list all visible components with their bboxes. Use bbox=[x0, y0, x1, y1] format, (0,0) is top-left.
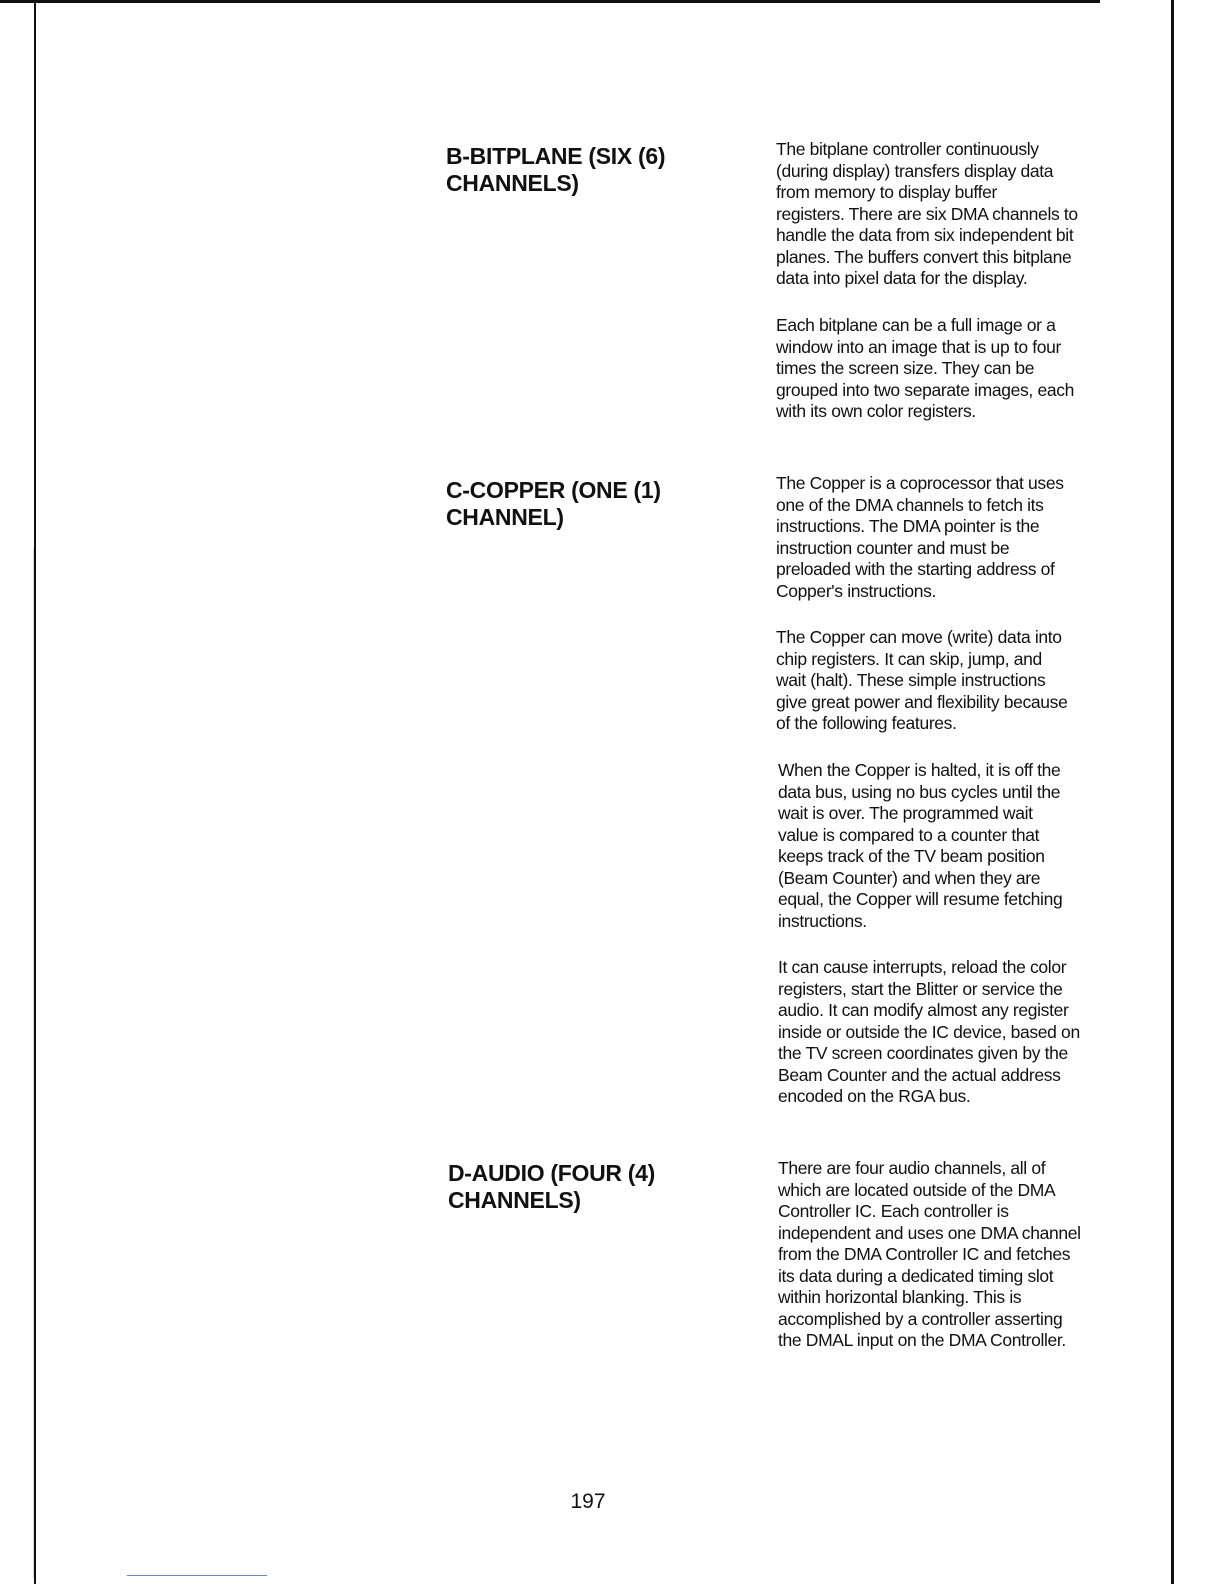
scan-right-edge bbox=[1171, 0, 1174, 1584]
scan-top-edge bbox=[0, 0, 1100, 3]
section-heading-bitplane: B-BITPLANE (SIX (6) CHANNELS) bbox=[446, 143, 666, 196]
scan-bottom-mark bbox=[127, 1575, 267, 1576]
scan-left-edge bbox=[34, 0, 36, 1584]
paragraph-bitplane-2: Each bitplane can be a full image or a window into an image that is up to four times the screen size. They can be grouped into two separate images, each with its own color registers. bbox=[776, 315, 1075, 421]
scan-left-shadow bbox=[33, 548, 34, 1578]
paragraph-copper-3: When the Copper is halted, it is off the data bus, using no bus cycles until the wait is over. The programmed wait value is compared to a counter that keeps track of the TV beam position (Beam Counter) and when they are equal, the Copper will resume fetching instructions. bbox=[778, 760, 1063, 931]
section-heading-audio: D-AUDIO (FOUR (4) CHANNELS) bbox=[448, 1160, 655, 1213]
paragraph-copper-2: The Copper can move (write) data into chip registers. It can skip, jump, and wait (halt). These simple instructions give great power and flexibility because of the following features. bbox=[776, 627, 1068, 733]
paragraph-copper-4: It can cause interrupts, reload the color registers, start the Blitter or service the audio. It can modify almost any register inside or outside the IC device, based on the TV screen coordinates given by the Beam Counter and the actual address encoded on the RGA bus. bbox=[778, 957, 1080, 1106]
section-heading-copper: C-COPPER (ONE (1) CHANNEL) bbox=[446, 477, 661, 530]
page-number: 197 bbox=[570, 1490, 606, 1513]
paragraph-copper-1: The Copper is a coprocessor that uses one of the DMA channels to fetch its instructions. The DMA pointer is the instruction counter and must be preloaded with the starting address of Copper's instructions. bbox=[776, 473, 1064, 601]
paragraph-audio-1: There are four audio channels, all of which are located outside of the DMA Controller IC. Each controller is independent and uses one DMA channel from the DMA Controller IC and fetches its data during a dedicated timing slot within horizontal blanking. This is accomplished by a controller asserting the DMAL input on the DMA Controller. bbox=[778, 1158, 1081, 1350]
paragraph-bitplane-1: The bitplane controller continuously (during display) transfers display data from memory to display buffer registers. There are six DMA channels to handle the data from six independent bit planes. The buffers convert this bitplane data into pixel data for the display. bbox=[776, 139, 1078, 288]
